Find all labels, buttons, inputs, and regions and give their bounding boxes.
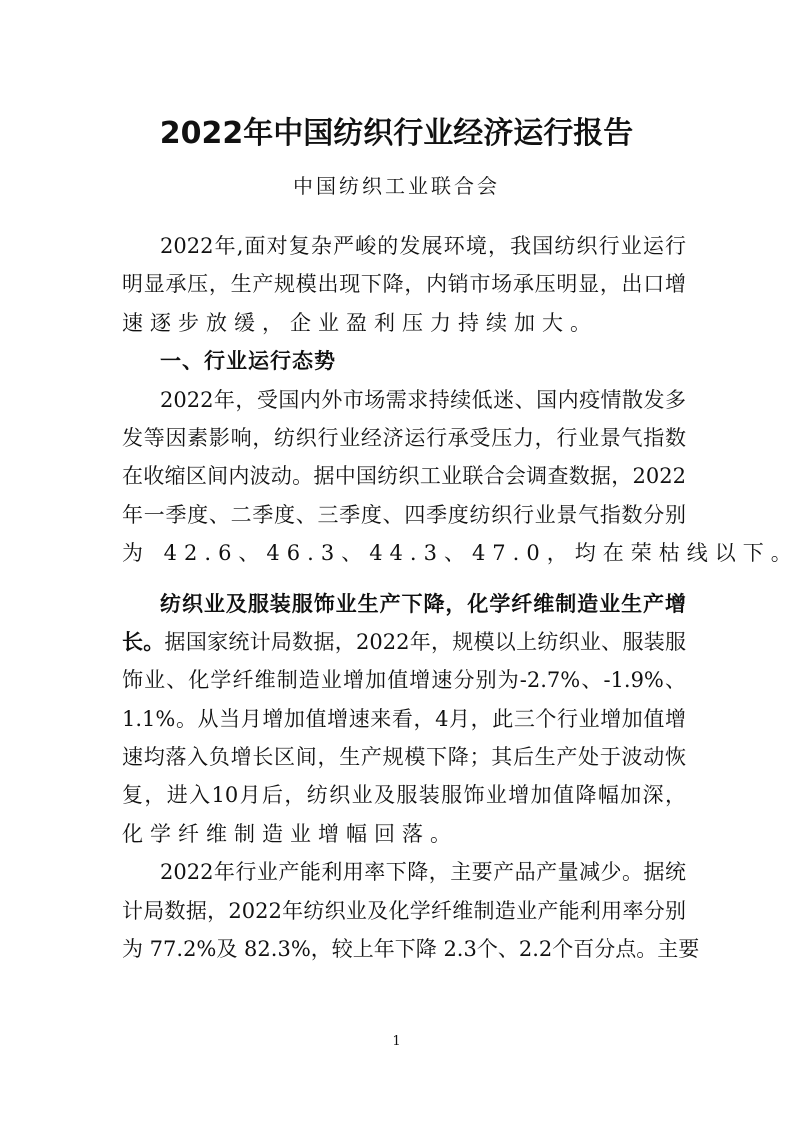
- text-segment: 饰业、化学纤维制造业增加值增速分别为-2.7%、-1.9%、: [122, 668, 686, 693]
- document-title: 2022年中国纺织行业经济运行报告: [159, 116, 634, 151]
- text-segment: 一、行业运行态势: [160, 349, 336, 374]
- text-segment: 2022年，受国内外市场需求持续低迷、国内疫情散发多: [160, 387, 686, 412]
- text-line: [122, 700, 686, 738]
- paragraph: [122, 227, 686, 342]
- page-number: 1: [392, 1034, 401, 1049]
- document-body: [122, 227, 799, 968]
- text-segment: 2022年,面对复杂严峻的发展环境，我国纺织行业运行: [160, 234, 686, 258]
- bold-text: 长。: [122, 628, 165, 654]
- text-line: [122, 738, 686, 776]
- text-line: [122, 342, 686, 380]
- text-line: [122, 457, 686, 495]
- text-segment: 2022年行业产能利用率下降，主要产品产量减少。据统: [160, 860, 686, 885]
- paragraph: [122, 853, 700, 968]
- text-segment: 据国家统计局数据，2022年，规模以上纺织业、服装服: [164, 629, 686, 654]
- text-segment: 速均落入负增长区间，生产规模下降；其后生产处于波动恢: [122, 745, 686, 770]
- text-line: [122, 227, 686, 265]
- text-line: [122, 265, 686, 303]
- text-line: [122, 661, 686, 699]
- text-line: [122, 585, 686, 623]
- text-segment: 发等因素影响，纺织行业经济运行承受压力，行业景气指数: [122, 425, 686, 450]
- text-segment: 速逐步放缓，企业盈利压力持续加大。: [122, 310, 598, 335]
- text-segment: 计局数据，2022年纺织业及化学纤维制造业产能利用率分别: [122, 898, 686, 923]
- text-segment: 1.1%。从当月增加值增速来看，4月，此三个行业增加值增: [122, 706, 686, 731]
- paragraph: [122, 585, 686, 854]
- text-segment: 为 77.2%及 82.3%，较上年下降 2.3个、2.2个百分点。主要: [122, 937, 700, 962]
- text-line: [122, 534, 799, 572]
- text-segment: 为 42.6、46.3、44.3、47.0，均在荣枯线以下。: [122, 541, 799, 566]
- text-segment: 年一季度、二季度、三季度、四季度纺织行业景气指数分别: [122, 502, 686, 527]
- text-line: [122, 853, 686, 891]
- section-heading: [122, 342, 686, 380]
- text-line: [122, 496, 686, 534]
- text-segment: 化学纤维制造业增幅回落。: [122, 821, 458, 846]
- text-segment: 在收缩区间内波动。据中国纺织工业联合会调查数据，2022: [122, 464, 686, 489]
- text-line: [122, 815, 686, 853]
- text-line: [122, 892, 686, 930]
- text-line: [122, 381, 686, 419]
- text-segment: 复，进入10月后，纺织业及服装服饰业增加值降幅加深，: [122, 783, 686, 808]
- text-segment: 明显承压，生产规模出现下降，内销市场承压明显，出口增: [122, 272, 686, 297]
- paragraph: [122, 381, 799, 573]
- text-line: [122, 930, 700, 968]
- document-author: 中国纺织工业联合会: [293, 174, 500, 198]
- text-line: [122, 776, 686, 814]
- bold-text: 纺织业及服装服饰业生产下降，化学纤维制造业生产增: [160, 590, 686, 616]
- text-line: [122, 304, 686, 342]
- text-line: [122, 419, 686, 457]
- text-line: [122, 623, 686, 661]
